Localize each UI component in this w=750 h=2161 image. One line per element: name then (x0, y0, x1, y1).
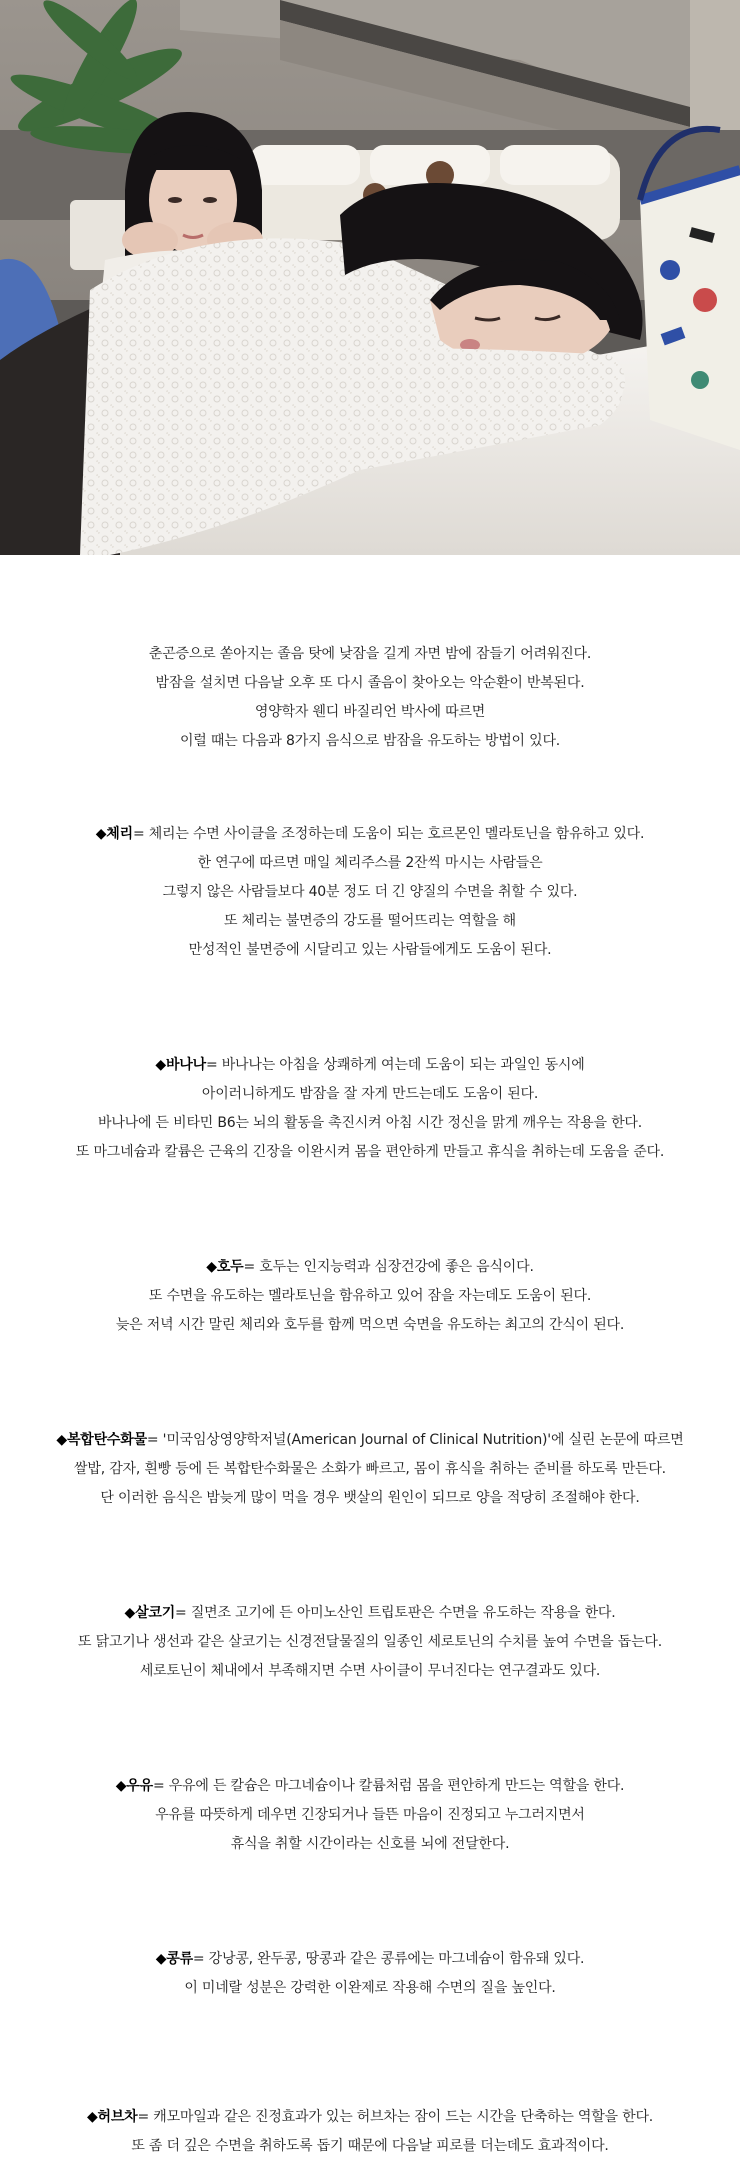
section-text: 늦은 저녁 시간 말린 체리와 호두를 함께 먹으면 숙면을 유도하는 최고의 간식이 된다. (115, 1317, 625, 1333)
section-herb-tea (0, 2103, 740, 2161)
section-text: 만성적인 불면증에 시달리고 있는 사람들에게도 도움이 된다. (188, 942, 552, 958)
section-text: = 호두는 인지능력과 심장건강에 좋은 음식이다. (243, 1259, 534, 1275)
intro-line: 영양학자 웬디 바질리언 박사에 따르면 (254, 704, 486, 720)
intro-line: 춘곤증으로 쏟아지는 졸음 탓에 낮잠을 길게 자면 밤에 잠들기 어려워진다. (148, 646, 592, 662)
section-text: 휴식을 취할 시간이라는 신호를 뇌에 전달한다. (230, 1836, 510, 1852)
section-text: 또 좀 더 깊은 수면을 취하도록 돕기 때문에 다음날 피로를 더는데도 효과적이다. (131, 2138, 609, 2154)
section-text: 한 연구에 따르면 매일 체리주스를 2잔씩 마시는 사람들은 (197, 855, 543, 871)
food-name-lean-meat: ◆살코기 (124, 1605, 176, 1621)
section-text: 또 닭고기나 생선과 같은 살코기는 신경전달물질의 일종인 세로토닌의 수치를 높여 수면을 돕는다. (78, 1634, 662, 1650)
food-name-milk: ◆우유 (115, 1778, 153, 1794)
food-name-cherry: ◆체리 (95, 826, 133, 842)
section-text: 쌀밥, 감자, 흰빵 등에 든 복합탄수화물은 소화가 빠르고, 몸이 휴식을 취하는 준비를 하도록 만든다. (74, 1461, 666, 1477)
section-lean-meat (0, 1599, 740, 1686)
section-complex-carbs (0, 1426, 740, 1513)
section-text: 세로토닌이 체내에서 부족해지면 수면 사이클이 무너진다는 연구결과도 있다. (139, 1663, 601, 1679)
food-name-walnut: ◆호두 (206, 1259, 244, 1275)
section-text: = '미국임상영양학저널(American Journal of Clinical Nutrition)'에 실린 논문에 따르면 (146, 1432, 684, 1448)
section-text: = 질면조 고기에 든 아미노산인 트립토판은 수면을 유도하는 작용을 한다. (175, 1605, 616, 1621)
section-text: 또 체리는 불면증의 강도를 떨어뜨리는 역할을 해 (224, 913, 516, 929)
section-text: = 우유에 든 칼슘은 마그네슘이나 칼륨처럼 몸을 편안하게 만드는 역할을 한다. (152, 1778, 625, 1794)
section-text: = 강낭콩, 완두콩, 땅콩과 같은 콩류에는 마그네슘이 함유돼 있다. (192, 1951, 585, 1967)
section-text: 그렇지 않은 사람들보다 40분 정도 더 긴 양질의 수면을 취할 수 있다. (162, 884, 578, 900)
section-milk (0, 1772, 740, 1859)
section-banana (0, 1051, 740, 1167)
section-text: 바나나에 든 비타민 B6는 뇌의 활동을 촉진시켜 아침 시간 정신을 맑게 깨우는 작용을 한다. (98, 1115, 642, 1131)
section-text: 이 미네랄 성분은 강력한 이완제로 작용해 수면의 질을 높인다. (184, 1980, 556, 1996)
intro-line: 이럴 때는 다음과 8가지 음식으로 밤잠을 유도하는 방법이 있다. (179, 733, 561, 749)
sleeping-girls-photo (0, 0, 740, 555)
food-name-complex-carbs: ◆복합탄수화물 (56, 1432, 147, 1448)
photo-illustration (0, 0, 740, 555)
section-text: 아이러니하게도 밤잠을 잘 자게 만드는데도 도움이 된다. (201, 1086, 539, 1102)
food-name-herb-tea: ◆허브차 (86, 2109, 138, 2125)
section-text: = 체리는 수면 사이클을 조정하는데 도움이 되는 호르몬인 멜라토닌을 함유하고 있다. (132, 826, 645, 842)
section-beans (0, 1945, 740, 2003)
section-text: 또 수면을 유도하는 멜라토닌을 함유하고 있어 잠을 자는데도 도움이 된다. (148, 1288, 592, 1304)
section-text: 또 마그네슘과 칼륨은 근육의 긴장을 이완시켜 몸을 편안하게 만들고 휴식을 취하는데 도움을 준다. (75, 1144, 665, 1160)
article-body (0, 640, 740, 2161)
section-text: = 바나나는 아침을 상쾌하게 여는데 도움이 되는 과일인 동시에 (205, 1057, 585, 1073)
section-walnut (0, 1253, 740, 1340)
section-text: 우유를 따뜻하게 데우면 긴장되거나 들뜬 마음이 진정되고 누그러지면서 (155, 1807, 585, 1823)
food-name-banana: ◆바나나 (155, 1057, 206, 1073)
food-name-beans: ◆콩류 (155, 1951, 193, 1967)
intro-line: 밤잠을 설치면 다음날 오후 또 다시 졸음이 찾아오는 악순환이 반복된다. (155, 675, 585, 691)
arm (330, 348, 625, 410)
intro-paragraph (0, 640, 740, 756)
section-text: 단 이러한 음식은 밤늦게 많이 먹을 경우 뱃살의 원인이 되므로 양을 적당히 조절해야 한다. (100, 1490, 640, 1506)
section-cherry (0, 820, 740, 965)
section-text: = 캐모마일과 같은 진정효과가 있는 허브차는 잠이 드는 시간을 단축하는 역할을 한다. (137, 2109, 654, 2125)
